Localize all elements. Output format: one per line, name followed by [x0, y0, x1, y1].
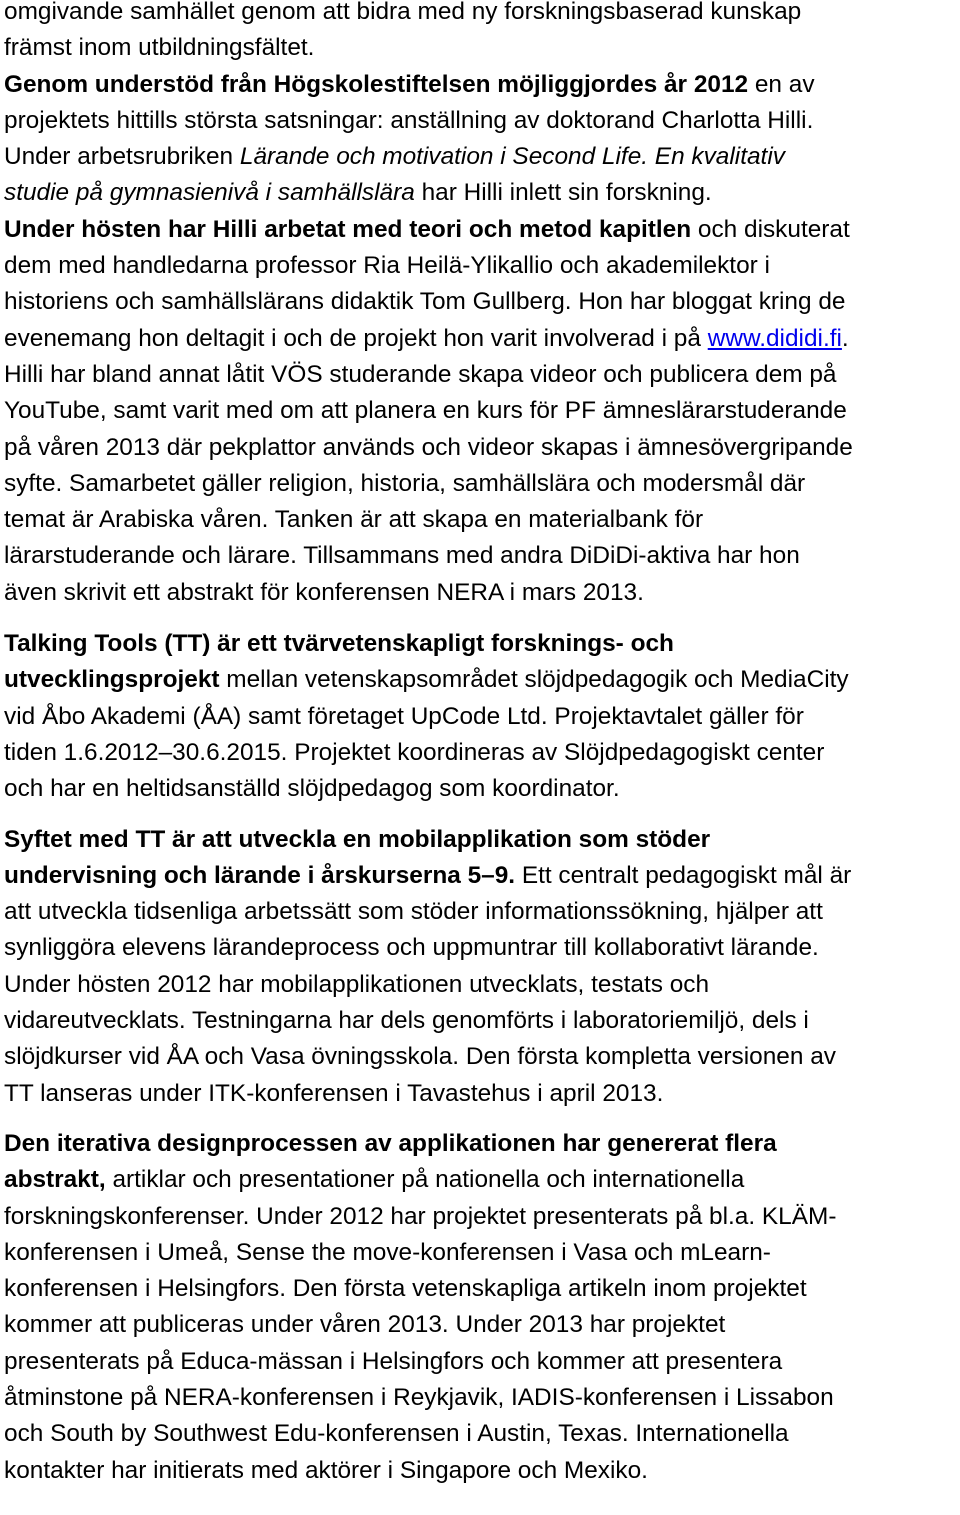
- text-line: [4, 139, 960, 175]
- text-line: [4, 321, 960, 357]
- text-line: [4, 858, 960, 894]
- text-line: och har en heltidsanställd slöjdpedagog som koordinator.: [4, 775, 620, 803]
- text-line: [4, 1162, 960, 1198]
- text: en av: [748, 70, 815, 98]
- paragraph-talking-tools: [0, 626, 960, 807]
- dididi-link[interactable]: www.dididi.fi: [707, 324, 842, 352]
- text-line: slöjdkurser vid ÅA och Vasa övningsskola. Den första kompletta versionen av: [4, 1043, 836, 1071]
- text-line: [4, 626, 960, 662]
- text: artiklar och presentationer på nationella och internationella: [105, 1166, 745, 1194]
- text: mellan vetenskapsområdet slöjdpedagogik och MediaCity: [219, 666, 849, 694]
- text-line: syfte. Samarbetet gäller religion, historia, samhällslära och modersmål där: [4, 469, 806, 497]
- text-line: [4, 662, 960, 698]
- text-line: YouTube, samt varit med om att planera en kurs för PF ämneslärarstuderande: [4, 397, 847, 425]
- text-line: Hilli har bland annat låtit VÖS studerande skapa videor och publicera dem på: [4, 360, 837, 388]
- text-line: temat är Arabiska våren. Tanken är att skapa en materialbank för: [4, 506, 704, 534]
- text: Under arbetsrubriken: [4, 143, 240, 171]
- bold-text: utvecklingsprojekt: [4, 666, 220, 694]
- text-line: [4, 212, 960, 248]
- text: Ett centralt pedagogiskt mål är: [515, 861, 852, 889]
- text-line: omgivande samhället genom att bidra med ny forskningsbaserad kunskap: [4, 0, 802, 25]
- text-line: tiden 1.6.2012–30.6.2015. Projektet koordineras av Slöjdpedagogiskt center: [4, 738, 825, 766]
- text-line: forskningskonferenser. Under 2012 har projektet presenterats på bl.a. KLÄM-: [4, 1202, 837, 1230]
- bold-text: undervisning och lärande i årskurserna 5–9.: [4, 861, 516, 889]
- italic-title: studie på gymnasienivå i samhällslära: [4, 179, 415, 207]
- text-line: lärarstuderande och lärare. Tillsammans med andra DiDiDi-aktiva har hon: [4, 542, 800, 570]
- text-line: åtminstone på NERA-konferensen i Reykjavik, IADIS-konferensen i Lissabon: [4, 1383, 834, 1411]
- italic-title: Lärande och motivation i Second Life. En kvalitativ: [239, 143, 785, 171]
- text-line: vidareutvecklats. Testningarna har dels genomförts i laboratoriemiljö, dels i: [4, 1007, 809, 1035]
- text: har Hilli inlett sin forskning.: [414, 179, 712, 207]
- text-line: [4, 67, 960, 103]
- bold-text: Syftet med TT är att utveckla en mobilapplikation som stöder: [4, 825, 711, 853]
- text-line: historiens och samhällslärans didaktik Tom Gullberg. Hon har bloggat kring de: [4, 288, 846, 316]
- text-line: på våren 2013 där pekplattor används och videor skapas i ämnesövergripande: [4, 433, 853, 461]
- text-line: synliggöra elevens lärandeprocess och uppmuntrar till kollaborativt lärande.: [4, 934, 819, 962]
- bold-text: Genom understöd från Högskolestiftelsen möjliggjordes år 2012: [4, 70, 749, 98]
- text-line: och South by Southwest Edu-konferensen i Austin, Texas. Internationella: [4, 1420, 789, 1448]
- paragraph-dididi: [0, 0, 960, 611]
- paragraph-designprocess: [0, 1126, 960, 1489]
- text-line: konferensen i Helsingfors. Den första vetenskapliga artikeln inom projektet: [4, 1275, 807, 1303]
- text-line: Under hösten 2012 har mobilapplikationen utvecklats, testats och: [4, 970, 710, 998]
- text-line: främst inom utbildningsfältet.: [4, 34, 315, 62]
- text: evenemang hon deltagit i och de projekt hon varit involverad i på: [4, 324, 708, 352]
- text: och diskuterat: [691, 215, 850, 243]
- paragraph-syftet: [0, 822, 960, 1112]
- text-line: vid Åbo Akademi (ÅA) samt företaget UpCode Ltd. Projektavtalet gäller för: [4, 702, 804, 730]
- text-line: att utveckla tidsenliga arbetssätt som stöder informationssökning, hjälper att: [4, 898, 823, 926]
- text-line: presenterats på Educa-mässan i Helsingfors och kommer att presentera: [4, 1347, 783, 1375]
- bold-text: Under hösten har Hilli arbetat med teori och metod kapitlen: [4, 215, 692, 243]
- bold-text: Den iterativa designprocessen av applikationen har genererat flera: [4, 1129, 777, 1157]
- text: .: [841, 324, 849, 352]
- bold-text: abstrakt,: [4, 1166, 106, 1194]
- text-line: konferensen i Umeå, Sense the move-konferensen i Vasa och mLearn-: [4, 1238, 771, 1266]
- text-line: även skrivit ett abstrakt för konferensen NERA i mars 2013.: [4, 578, 644, 606]
- text-line: TT lanseras under ITK-konferensen i Tavastehus i april 2013.: [4, 1079, 664, 1107]
- text-line: projektets hittills största satsningar: anställning av doktorand Charlotta Hilli.: [4, 106, 814, 134]
- bold-text: Talking Tools (TT) är ett tvärvetenskapligt forsknings- och: [4, 630, 674, 658]
- text-line: kommer att publiceras under våren 2013. Under 2013 har projektet: [4, 1311, 726, 1339]
- text-line: dem med handledarna professor Ria Heilä-Ylikallio och akademilektor i: [4, 252, 770, 280]
- text-line: kontakter har initierats med aktörer i Singapore och Mexiko.: [4, 1456, 648, 1484]
- text-line: [4, 822, 960, 858]
- text-line: [4, 175, 960, 211]
- text-line: [4, 1126, 960, 1162]
